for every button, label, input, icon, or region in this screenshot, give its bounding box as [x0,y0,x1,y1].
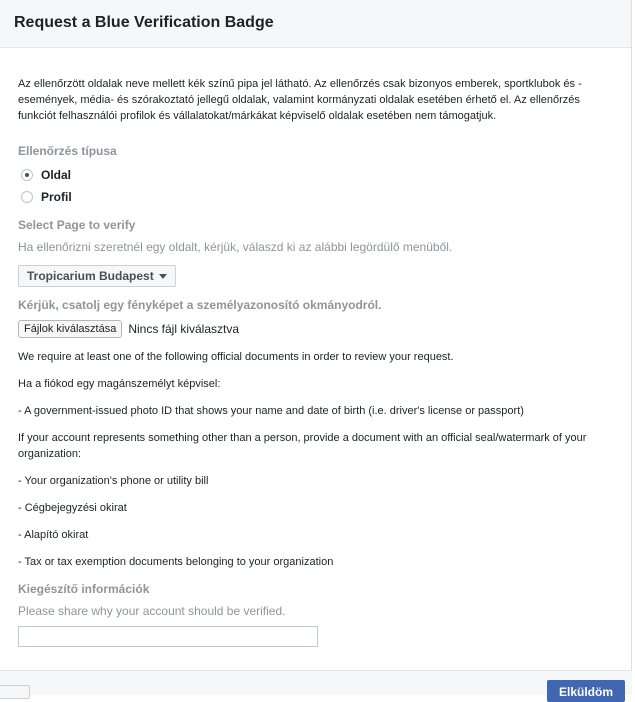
dialog-footer [0,670,632,695]
radio-option-profil[interactable] [18,187,603,207]
requirements-item-photo-id: - A government-issued photo ID that shows your name and date of birth (i.e. driver's license or passport) [18,405,524,417]
choose-file-button[interactable]: Fájlok kiválasztása [18,320,122,338]
page-select-wrapper [18,265,603,287]
requirements-item-articles: - Alapító okirat [18,529,89,541]
file-status-text: Nincs fájl kiválasztva [128,322,240,336]
dialog-title: Request a Blue Verification Badge [14,14,274,31]
select-page-label: Select Page to verify [18,218,136,232]
requirements-item-registration: - Cégbejegyzési okirat [18,502,127,514]
radio-option-oldal[interactable] [18,165,603,185]
photo-id-label: Kérjük, csatolj egy fényképet a személyazonosító okmányodról. [18,298,382,312]
requirements-item-bill: - Your organization's phone or utility bill [18,475,209,487]
file-upload-row [18,320,603,338]
verification-type-label: Ellenőrzés típusa [18,144,117,158]
dialog-header [0,0,631,48]
submit-button[interactable]: Elküldöm [547,680,625,702]
requirements-intro: We require at least one of the following official documents in order to review your request. [18,351,454,363]
additional-info-label: Kiegészítő információk [18,582,150,596]
chevron-down-icon [159,274,167,279]
select-page-hint: Ha ellenőrizni szeretnél egy oldalt, kérjük, válaszd ki az alábbi legördülő menüből. [18,240,453,254]
page-select-dropdown[interactable] [18,265,176,287]
radio-label-oldal: Oldal [41,168,72,182]
dialog-content [18,76,603,647]
radio-label-profil: Profil [41,190,72,204]
page-select-value: Tropicarium Budapest [27,269,154,283]
radio-button-unchecked[interactable] [21,191,33,203]
intro-text: Az ellenőrzött oldalak neve mellett kék színű pipa jel látható. Az ellenőrzés csak bizonyos emberek, sportklubok és -események, média- és szórakoztató jellegű oldalak, valamint kormányzati oldalak esetében érhető el. Az ellenőrzés funkciót felhasználói profilok és vállalatokat/márkákat képviselő oldalak esetében nem támogatjuk. [18,78,582,122]
requirements-person-heading: Ha a fiókod egy magánszemélyt képvisel: [18,378,221,390]
requirements-item-tax: - Tax or tax exemption documents belonging to your organization [18,556,334,568]
cancel-button[interactable] [0,685,30,699]
additional-info-hint: Please share why your account should be verified. [18,604,286,618]
additional-info-input[interactable] [18,626,318,647]
requirements-organization-heading: If your account represents something other than a person, provide a document with an official seal/watermark of your organization: [18,432,587,460]
radio-button-checked[interactable] [21,169,33,181]
